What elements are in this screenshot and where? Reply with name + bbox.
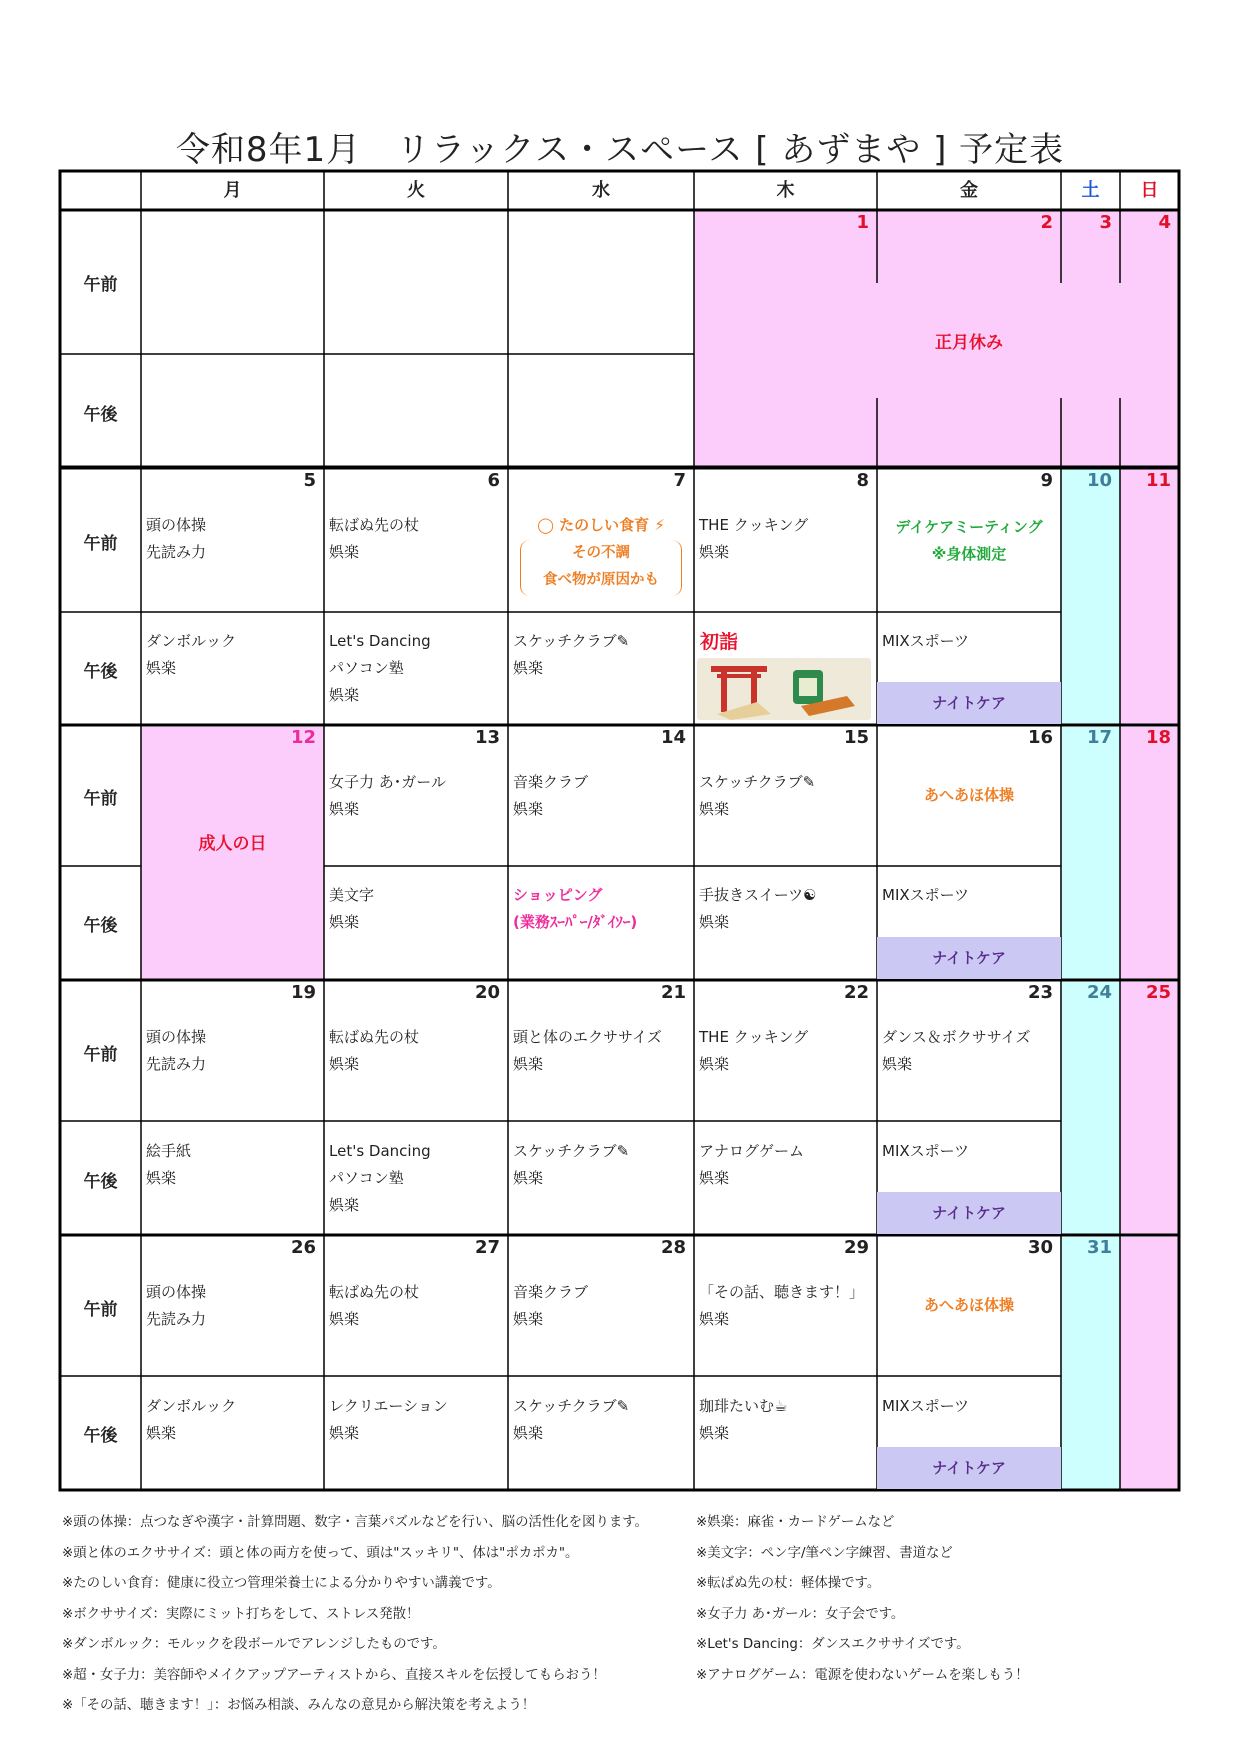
cell-day-9: [877, 470, 1061, 611]
header-sun: 日: [1140, 180, 1159, 201]
activity: 娯楽: [329, 543, 360, 561]
activity: 娯楽: [329, 1310, 360, 1328]
activity: MIXスポーツ: [882, 1397, 970, 1415]
activity: デイケアミーティング: [895, 518, 1043, 536]
cell-pm-22: [694, 1122, 877, 1234]
activity: レクリエーション: [329, 1397, 448, 1415]
activity: ※身体測定: [931, 545, 1007, 563]
activity: 娯楽: [513, 1055, 544, 1073]
night-care-badge: ナイトケア: [877, 937, 1061, 979]
activity: 転ばぬ先の杖: [329, 1028, 420, 1046]
cell-pm-13: [324, 867, 508, 979]
activity: ダンボルック: [146, 632, 237, 650]
slot-am-w2: 午前: [83, 534, 118, 554]
activity-list: [329, 882, 374, 936]
cell-day-14: [508, 727, 694, 865]
header-wed: 水: [592, 180, 610, 201]
header-fri: 金: [960, 180, 978, 201]
activity-list: [699, 882, 817, 936]
page-title: 令和8年1月 リラックス・スペース [ あずまや ] 予定表: [175, 130, 1065, 170]
activity: 娯楽: [513, 800, 544, 818]
cell-day-18: [1120, 727, 1179, 757]
activity: MIXスポーツ: [882, 886, 970, 904]
cell-pm-30: [877, 1377, 1061, 1489]
cell-pm-15: [694, 867, 877, 979]
cell-day-15: [694, 727, 877, 865]
cell-day-29: [694, 1237, 877, 1375]
holiday-seijin: 成人の日: [198, 834, 267, 854]
activity: スケッチクラブ: [513, 1397, 617, 1415]
activity: その不調: [572, 545, 630, 561]
cell-pm-29: [694, 1377, 877, 1489]
activity: 美文字: [329, 886, 375, 904]
activity: 娯楽: [513, 1424, 544, 1442]
slot-am-w1: 午前: [83, 275, 118, 295]
notes-right: [696, 1508, 1029, 1691]
day-number: 18: [1145, 727, 1171, 748]
day-number: 20: [474, 982, 500, 1003]
cell-day-23: [877, 982, 1061, 1120]
activity: ショッピング: [513, 886, 603, 904]
cell-pm-8: [694, 613, 877, 724]
day-number: 30: [1027, 1237, 1053, 1258]
cell-day-30: [877, 1237, 1061, 1375]
activity-list: [513, 1138, 629, 1192]
day-number: 16: [1027, 727, 1053, 748]
activity: 娯楽: [329, 1196, 360, 1214]
cell-day-28: [508, 1237, 694, 1375]
activity-list: [699, 512, 808, 566]
activity-list: [329, 1024, 419, 1078]
activity: 娯楽: [329, 800, 360, 818]
activity: 娯楽: [146, 1424, 177, 1442]
activity: 娯楽: [513, 1310, 544, 1328]
day-number: 19: [290, 982, 316, 1003]
activity: THE クッキング: [699, 1028, 809, 1046]
activity: アナログゲーム: [699, 1142, 805, 1160]
note: ※頭と体のエクササイズ：頭と体の両方を使って、頭は"スッキリ"、体は"ポカポカ"。: [62, 1545, 579, 1561]
notes-left: [62, 1508, 648, 1722]
cell-day-19: [141, 982, 324, 1120]
day-number: 25: [1145, 982, 1171, 1003]
cell-day-4: [1120, 212, 1179, 240]
day-number: 9: [1040, 470, 1053, 491]
note: ※たのしい食育：健康に役立つ管理栄養士による分かりやすい講義です。: [62, 1576, 501, 1591]
cell-day-31: [1061, 1237, 1120, 1267]
cell-day-10: [1061, 470, 1120, 500]
cell-pm-6: [324, 613, 508, 724]
activity: 頭の体操: [146, 1283, 207, 1301]
day-number: 8: [856, 470, 869, 491]
activity: 頭の体操: [146, 1028, 207, 1046]
day-number: 31: [1086, 1237, 1112, 1258]
cell-pm-20: [324, 1122, 508, 1234]
cell-day-3: [1061, 212, 1120, 240]
note: ※「その話、聴きます！」：お悩み相談、みんなの意見から解決策を考えよう！: [62, 1698, 536, 1713]
pencil-icon: ✎: [616, 1397, 630, 1415]
cell-pm-19: [141, 1122, 324, 1234]
pencil-icon: ✎: [802, 773, 816, 791]
activity: 娯楽: [329, 1424, 360, 1442]
activity: スケッチクラブ: [513, 632, 617, 650]
activity: THE クッキング: [699, 516, 809, 534]
shokuiku-box: [520, 540, 682, 596]
day-number: 6: [487, 470, 500, 491]
cell-day-5: [141, 470, 324, 611]
bowl-icon: ◯: [537, 516, 554, 534]
activity: 女子力 あ･ガール: [329, 773, 446, 791]
cell-pm-16: [877, 867, 1061, 979]
cell-pm-21: [508, 1122, 694, 1234]
activity-list: [513, 1024, 662, 1078]
cell-day-7: [508, 470, 694, 611]
header-mon: 月: [223, 180, 242, 201]
cell-day-1: [694, 212, 877, 240]
activity: 先読み力: [146, 1055, 207, 1073]
activity: 先読み力: [146, 1310, 207, 1328]
activity-list: [699, 1138, 804, 1192]
activity: 娯楽: [699, 1424, 730, 1442]
activity-list: [146, 628, 236, 682]
activity-list: [146, 1279, 206, 1333]
cell-day-13: [324, 727, 508, 865]
day-number: 24: [1086, 982, 1112, 1003]
activity: 音楽クラブ: [513, 1283, 589, 1301]
day-number: 17: [1086, 727, 1112, 748]
activity: 娯楽: [329, 1055, 360, 1073]
slot-pm-w5: 午後: [83, 1426, 118, 1446]
activity-list: [699, 1279, 864, 1333]
day-number: 28: [660, 1237, 686, 1258]
note: ※Let's Dancing：ダンスエクササイズです。: [696, 1637, 970, 1652]
cell-pm-28: [508, 1377, 694, 1489]
cell-day-2: [877, 212, 1061, 240]
activity: スケッチクラブ: [513, 1142, 617, 1160]
header-tue: 火: [407, 180, 425, 201]
note: ※頭の体操：点つなぎや漢字・計算問題、数字・言葉パズルなどを行い、脳の活性化を図ります。: [62, 1515, 648, 1530]
slot-pm-w4: 午後: [83, 1172, 118, 1192]
cell-day-6: [324, 470, 508, 611]
shrine-icon: [697, 658, 871, 720]
activity: 娯楽: [699, 543, 730, 561]
cell-day-17: [1061, 727, 1120, 757]
activity-list: [513, 628, 629, 682]
activity: Let's Dancing: [329, 1142, 431, 1160]
activity: 娯楽: [699, 1169, 730, 1187]
shokuiku-heading: [508, 514, 694, 535]
activity-list: [513, 769, 588, 823]
activity: 転ばぬ先の杖: [329, 516, 420, 534]
day-number: 21: [660, 982, 686, 1003]
cell-day-21: [508, 982, 694, 1120]
cell-day-12: [141, 727, 324, 757]
activity: 娯楽: [699, 1055, 730, 1073]
cell-day-22: [694, 982, 877, 1120]
activity: (業務ｽｰﾊﾟｰ/ﾀﾞｲｿｰ): [513, 913, 638, 931]
slot-pm-w1: 午後: [83, 405, 118, 425]
activity-list: [329, 1393, 448, 1447]
activity: ダンボルック: [146, 1397, 237, 1415]
header-thu: 木: [776, 180, 795, 201]
pencil-icon: ✎: [616, 632, 630, 650]
coffee-icon: ☕: [774, 1397, 788, 1415]
activity-list: [329, 769, 446, 823]
header-sat: 土: [1081, 180, 1100, 201]
activity: Let's Dancing: [329, 632, 431, 650]
day-number: 2: [1040, 212, 1053, 233]
activity-list: [699, 769, 815, 823]
cell-day-26: [141, 1237, 324, 1375]
day-number: 7: [673, 470, 686, 491]
activity: たのしい食育: [559, 516, 650, 534]
slot-pm-w3: 午後: [83, 916, 118, 936]
cell-day-8: [694, 470, 877, 611]
day-number: 27: [474, 1237, 500, 1258]
activity: 先読み力: [146, 543, 207, 561]
night-care-badge: ナイトケア: [877, 1192, 1061, 1234]
activity: 頭の体操: [146, 516, 207, 534]
night-care-badge: ナイトケア: [877, 1447, 1061, 1489]
day-number: 22: [843, 982, 869, 1003]
day-number: 1: [856, 212, 869, 233]
activity: 絵手紙: [146, 1142, 192, 1160]
day-number: 11: [1145, 470, 1171, 491]
activity: 「その話、聴きます！」: [699, 1283, 865, 1301]
cell-day-27: [324, 1237, 508, 1375]
day-number: 4: [1158, 212, 1171, 233]
activity-list: [882, 1024, 1031, 1078]
activity: MIXスポーツ: [882, 1142, 970, 1160]
activity: あへあほ体操: [923, 1296, 1014, 1314]
day-number: 10: [1086, 470, 1112, 491]
cell-day-25: [1120, 982, 1179, 1012]
activity-list: [329, 628, 431, 709]
activity-list: [699, 1393, 787, 1447]
cell-pm-23: [877, 1122, 1061, 1234]
activity: 娯楽: [513, 659, 544, 677]
note: ※女子力 あ･ガール：女子会です。: [696, 1606, 905, 1622]
activity: 娯楽: [882, 1055, 913, 1073]
day-number: 15: [843, 727, 869, 748]
note: ※ダンボルック：モルックを段ボールでアレンジしたものです。: [62, 1637, 446, 1652]
activity-list: [146, 1024, 206, 1078]
note: ※娯楽：麻雀・カードゲームなど: [696, 1515, 895, 1530]
night-care-badge: ナイトケア: [877, 682, 1061, 724]
activity-list: [146, 512, 206, 566]
activity: 娯楽: [513, 1169, 544, 1187]
cell-pm-27: [324, 1377, 508, 1489]
activity-list: [329, 1138, 431, 1219]
activity-list: [513, 1279, 588, 1333]
cell-day-11: [1120, 470, 1179, 500]
activity: パソコン塾: [329, 659, 404, 677]
day-number: 26: [290, 1237, 316, 1258]
note: ※超・女子力：美容師やメイクアップアーティストから、直接スキルを伝授してもらおう！: [62, 1667, 606, 1683]
activity: 食べ物が原因かも: [543, 572, 659, 588]
activity: 娯楽: [699, 913, 730, 931]
activity: 転ばぬ先の杖: [329, 1283, 420, 1301]
day-number: 12: [290, 727, 316, 748]
fork-icon: ⚡: [654, 516, 665, 534]
day-number: 13: [474, 727, 500, 748]
cell-pm-5: [141, 613, 324, 724]
activity: 娯楽: [329, 913, 360, 931]
day-number: 23: [1027, 982, 1053, 1003]
cell-pm-9: [877, 613, 1061, 724]
slot-am-w5: 午前: [83, 1300, 118, 1320]
cell-pm-14: [508, 867, 694, 979]
note: ※転ばぬ先の杖：軽体操です。: [696, 1576, 881, 1591]
cell-pm-26: [141, 1377, 324, 1489]
holiday-newyear: 正月休み: [935, 333, 1003, 353]
day-number: 5: [303, 470, 316, 491]
cell-day-24: [1061, 982, 1120, 1012]
note: ※ボクササイズ：実際にミット打ちをして、ストレス発散！: [62, 1606, 420, 1622]
day-number: 3: [1099, 212, 1112, 233]
hatsumode-label: 初詣: [700, 631, 739, 653]
activity-list: [329, 512, 419, 566]
activity: 珈琲たいむ: [699, 1397, 775, 1415]
activity: パソコン塾: [329, 1169, 404, 1187]
activity: 娯楽: [329, 686, 360, 704]
note: ※美文字：ペン字/筆ペン字練習、書道など: [696, 1545, 953, 1561]
activity-list: [146, 1138, 191, 1192]
day-number: 29: [843, 1237, 869, 1258]
activity-list: [329, 1279, 419, 1333]
activity: 頭と体のエクササイズ: [513, 1028, 662, 1046]
activity-list: [699, 1024, 808, 1078]
cell-day-16: [877, 727, 1061, 865]
activity-list: [146, 1393, 236, 1447]
activity: 娯楽: [146, 659, 177, 677]
activity-list: [513, 1393, 629, 1447]
activity: 娯楽: [699, 800, 730, 818]
activity-list: [877, 514, 1061, 568]
activity: 手抜きスイーツ: [699, 886, 804, 904]
activity: 娯楽: [699, 1310, 730, 1328]
slot-am-w4: 午前: [83, 1045, 118, 1065]
activity: あへあほ体操: [923, 786, 1014, 804]
activity: MIXスポーツ: [882, 632, 970, 650]
activity: 音楽クラブ: [513, 773, 589, 791]
cake-icon: ☯: [803, 886, 817, 904]
cell-pm-7: [508, 613, 694, 724]
activity: ダンス＆ボクササイズ: [882, 1028, 1031, 1046]
activity-list: [513, 882, 637, 936]
cell-day-20: [324, 982, 508, 1120]
activity: スケッチクラブ: [699, 773, 803, 791]
activity: 娯楽: [146, 1169, 177, 1187]
note: ※アナログゲーム：電源を使わないゲームを楽しもう！: [696, 1667, 1029, 1683]
day-number: 14: [660, 727, 686, 748]
slot-am-w3: 午前: [83, 789, 118, 809]
slot-pm-w2: 午後: [83, 662, 118, 682]
pencil-icon: ✎: [616, 1142, 630, 1160]
